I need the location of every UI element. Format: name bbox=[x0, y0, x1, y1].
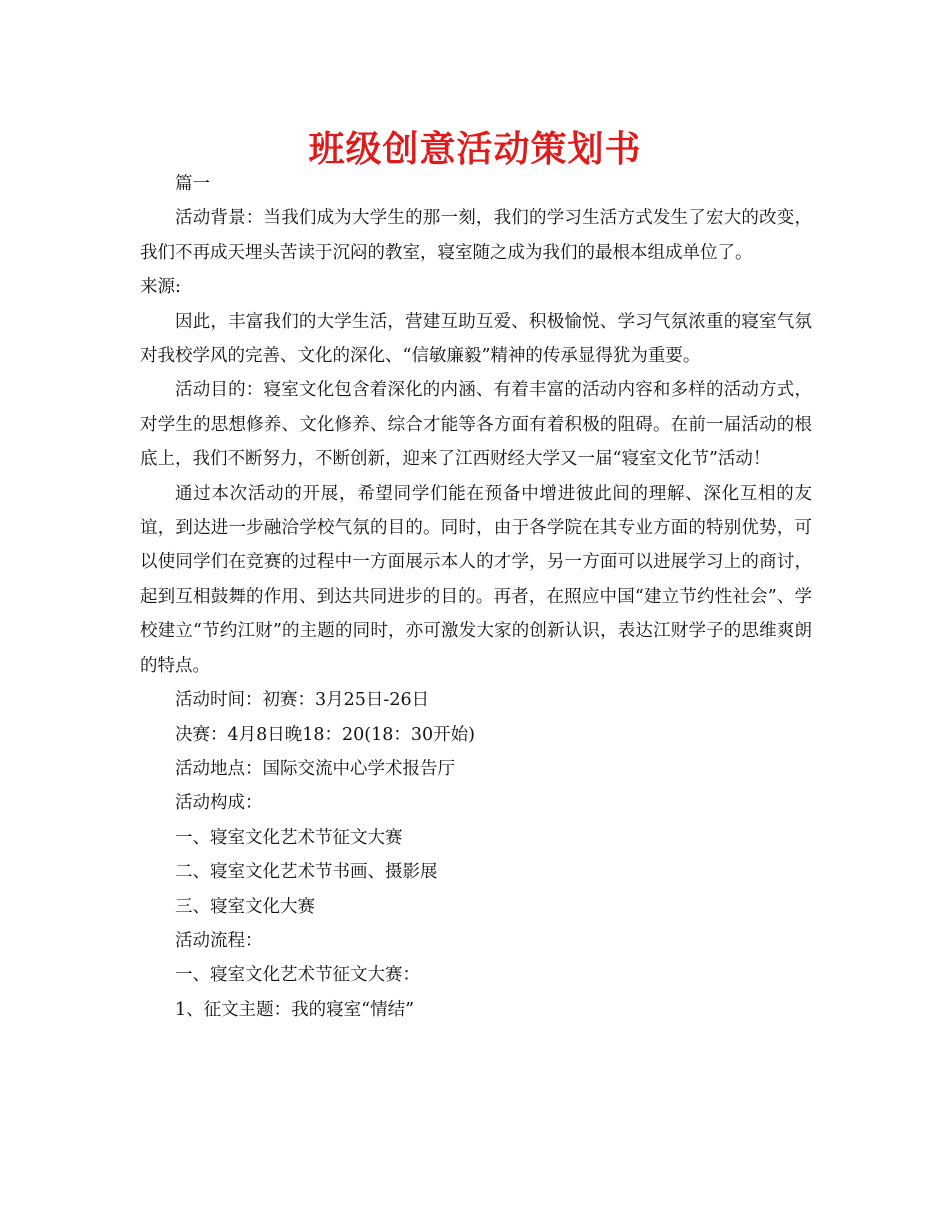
body-paragraph: 1、征文主题：我的寝室“情结” bbox=[175, 999, 415, 1020]
body-paragraph: 决赛：4月8日晚18：20(18：30开始) bbox=[175, 724, 475, 745]
document-body bbox=[140, 167, 812, 1027]
body-paragraph: 活动时间：初赛：3月25日-26日 bbox=[175, 690, 430, 711]
body-paragraph: 一、寝室文化艺术节征文大赛： bbox=[175, 965, 420, 986]
body-paragraph: 因此，丰富我们的大学生活，营建互助互爱、积极愉悦、学习气氛浓重的寝室气氛对我校学风的完善、文化的深化、“信敏廉毅”精神的传承显得犹为重要。 bbox=[140, 311, 812, 367]
body-paragraph: 活动流程： bbox=[175, 930, 263, 951]
body-paragraph: 活动背景：当我们成为大学生的那一刻，我们的学习生活方式发生了宏大的改变，我们不再成天埋头苦读于沉闷的教室，寝室随之成为我们的最根本组成单位了。 bbox=[140, 208, 812, 263]
body-paragraph: 篇一 bbox=[175, 174, 210, 194]
body-paragraph: 活动地点：国际交流中心学术报告厅 bbox=[175, 758, 455, 779]
body-paragraph: 活动目的：寝室文化包含着深化的内涵、有着丰富的活动内容和多样的活动方式，对学生的思想修养、文化修养、综合才能等各方面有着积极的阻碍。在前一届活动的根底上，我们不断努力，不断创新，迎来了江西财经大学又一届“寝室文化节”活动！ bbox=[140, 380, 812, 470]
document-title: 班级创意活动策划书 bbox=[308, 129, 642, 170]
body-paragraph: 一、寝室文化艺术节征文大赛 bbox=[175, 827, 403, 848]
body-paragraph: 来源: bbox=[140, 277, 181, 298]
body-paragraph: 通过本次活动的开展，希望同学们能在预备中增进彼此间的理解、深化互相的友谊，到达进一步融洽学校气氛的目的。同时，由于各学院在其专业方面的特别优势，可以使同学们在竞赛的过程中一方面展示本人的才学，另一方面可以进展学习上的商讨，起到互相鼓舞的作用、到达共同进步的目的。再者，在照应中国“建立节约性社会”、学校建立“节约江财”的主题的同时，亦可激发大家的创新认识，表达江财学子的思维爽朗的特点。 bbox=[140, 483, 812, 676]
body-paragraph: 三、寝室文化大赛 bbox=[175, 896, 315, 917]
body-paragraph: 二、寝室文化艺术节书画、摄影展 bbox=[175, 862, 438, 883]
body-paragraph: 活动构成： bbox=[175, 793, 263, 814]
